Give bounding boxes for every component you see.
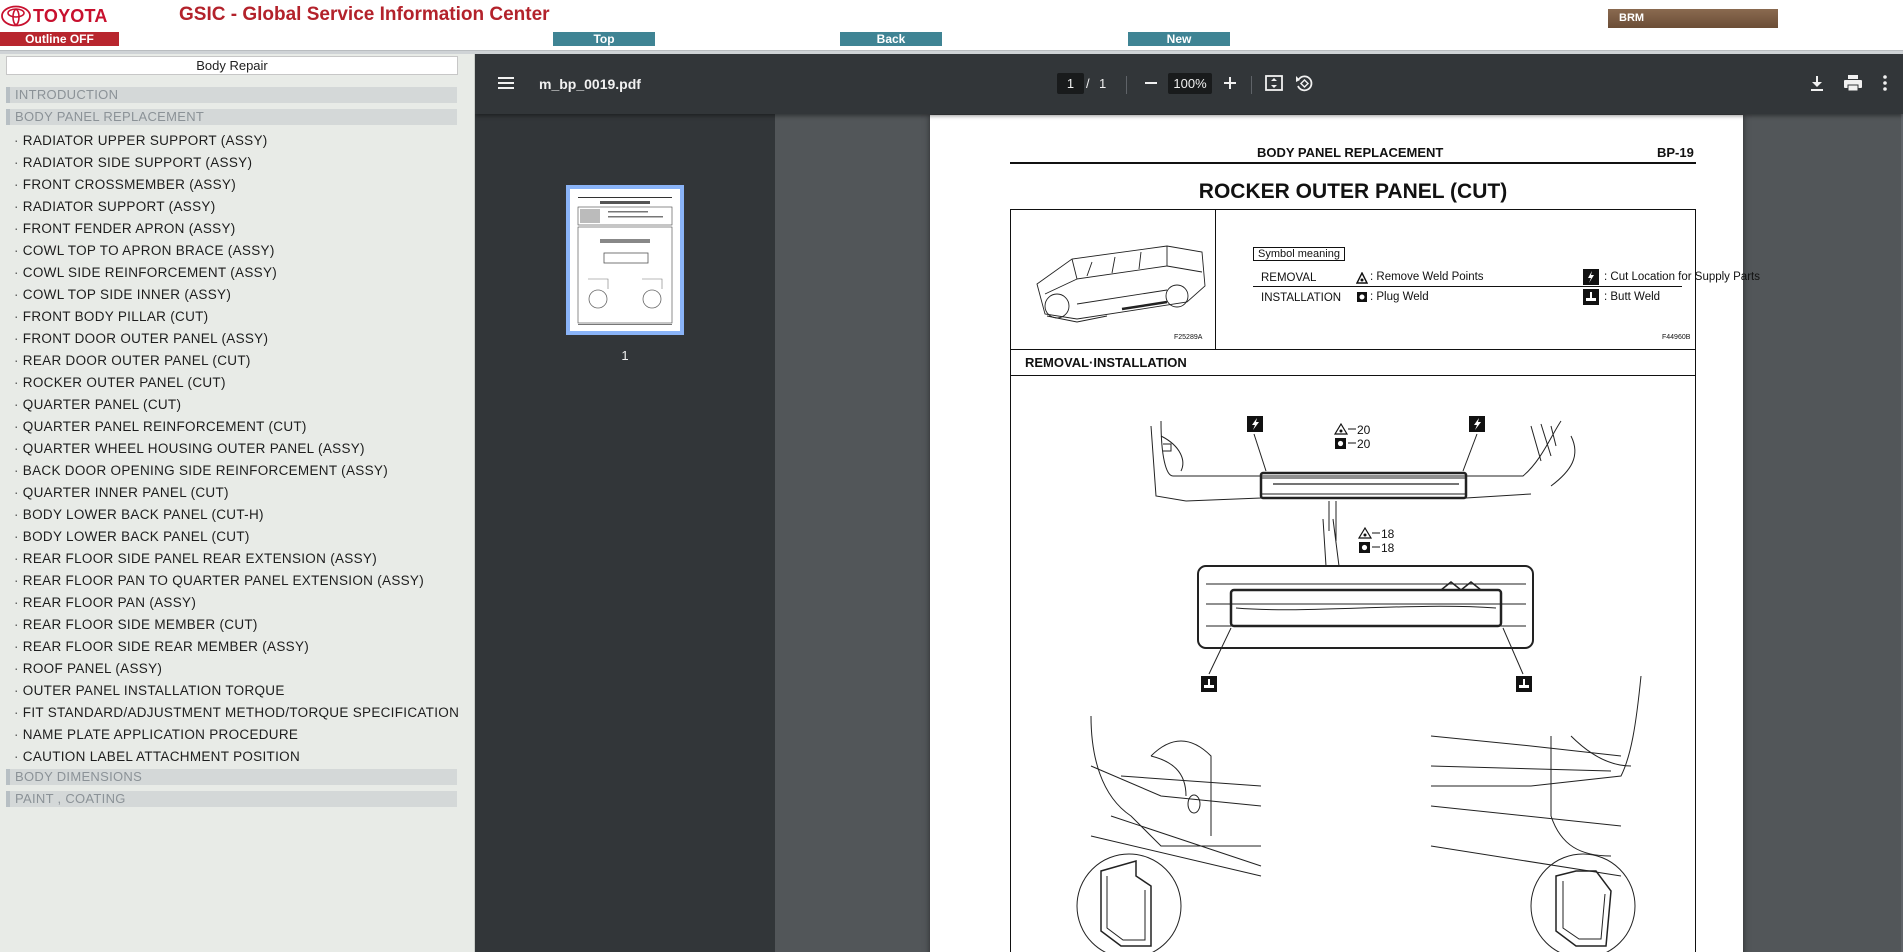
bullet-icon: · [14,375,19,390]
rocker-panel-diagram [1010,376,1696,952]
legend-removal: REMOVAL [1261,272,1317,284]
pdf-page-number: BP-19 [1657,145,1694,160]
outline-toggle-button[interactable]: Outline OFF [0,32,119,46]
bullet-icon: · [14,639,19,654]
bullet-icon: · [14,617,19,632]
outline-list [14,130,464,768]
butt-weld-symbol-icon [1583,289,1599,305]
outline-item-label: ROCKER OUTER PANEL (CUT) [22,375,226,390]
outline-title: Body Repair [6,56,458,75]
outline-item-label: REAR FLOOR PAN (ASSY) [22,595,197,610]
outline-item-label: NAME PLATE APPLICATION PROCEDURE [22,727,299,742]
pdf-section-header: BODY PANEL REPLACEMENT [1257,145,1444,160]
back-button[interactable]: Back [840,32,942,46]
bullet-icon: · [14,331,19,346]
outline-item-label: RADIATOR SIDE SUPPORT (ASSY) [22,155,253,170]
outline-item-label: FRONT CROSSMEMBER (ASSY) [22,177,237,192]
toyota-logo-icon [0,5,32,27]
outline-item[interactable] [14,526,464,548]
bullet-icon: · [14,309,19,324]
brand [0,4,108,28]
outline-item-label: ROOF PANEL (ASSY) [22,661,163,676]
outline-item[interactable] [14,174,464,196]
outline-item-label: REAR DOOR OUTER PANEL (CUT) [22,353,251,368]
print-icon[interactable] [1842,73,1864,93]
legend-divider [1215,210,1216,349]
section-introduction[interactable]: INTRODUCTION [6,87,457,103]
section-body-dimensions[interactable]: BODY DIMENSIONS [6,769,457,785]
outline-item-label: BODY LOWER BACK PANEL (CUT-H) [22,507,264,522]
bullet-icon: · [14,529,19,544]
remove-weld-count-mid: 18 [1381,527,1395,541]
section-body-panel-replacement[interactable]: BODY PANEL REPLACEMENT [6,109,457,125]
plug-weld-count-top: 20 [1357,437,1371,451]
app-title: GSIC - Global Service Information Center [179,4,550,25]
outline-item[interactable] [14,592,464,614]
outline-item[interactable] [14,196,464,218]
outline-item[interactable] [14,746,464,768]
outline-item-label: BODY LOWER BACK PANEL (CUT) [22,529,250,544]
rocker-panel-drawing [1011,376,1695,952]
outline-item[interactable] [14,306,464,328]
download-icon[interactable] [1807,73,1827,93]
outline-item[interactable] [14,130,464,152]
outline-item-label: RADIATOR SUPPORT (ASSY) [22,199,216,214]
bullet-icon: · [14,199,19,214]
thumbnail-preview-image [570,189,680,331]
outline-item-label: COWL SIDE REINFORCEMENT (ASSY) [22,265,278,280]
outline-item-label: COWL TOP SIDE INNER (ASSY) [22,287,232,302]
outline-item[interactable] [14,614,464,636]
remove-weld-symbol-icon [1356,272,1368,284]
outline-item-label: FIT STANDARD/ADJUSTMENT METHOD/TORQUE SPECIFICATION [22,705,460,720]
outline-item-label: COWL TOP TO APRON BRACE (ASSY) [22,243,275,258]
section-paint-coating[interactable]: PAINT , COATING [6,791,457,807]
legend-butt-weld: : Butt Weld [1604,291,1661,303]
toolbar-divider [1251,76,1252,94]
pdf-title: ROCKER OUTER PANEL (CUT) [1198,180,1508,203]
outline-item-label: REAR FLOOR SIDE MEMBER (CUT) [22,617,258,632]
outline-item[interactable] [14,438,464,460]
outline-item[interactable] [14,636,464,658]
outline-item[interactable] [14,372,464,394]
removal-installation-heading: REMOVAL·INSTALLATION [1025,355,1187,370]
outline-item[interactable] [14,548,464,570]
outline-item-label: BACK DOOR OPENING SIDE REINFORCEMENT (ASSY) [22,463,388,478]
page-thumbnail[interactable] [566,185,684,335]
bullet-icon: · [14,749,19,764]
bullet-icon: · [14,133,19,148]
brm-button[interactable]: BRM [1608,9,1778,28]
outline-item-label: RADIATOR UPPER SUPPORT (ASSY) [22,133,268,148]
outline-item[interactable] [14,262,464,284]
outline-item-label: REAR FLOOR SIDE REAR MEMBER (ASSY) [22,639,310,654]
vehicle-body-image [1017,224,1211,334]
outline-item-label: FRONT BODY PILLAR (CUT) [22,309,209,324]
more-options-icon[interactable] [1880,73,1890,93]
outline-item-label: FRONT DOOR OUTER PANEL (ASSY) [22,331,269,346]
pdf-page [930,115,1760,952]
bullet-icon: · [14,573,19,588]
outline-item-label: QUARTER PANEL REINFORCEMENT (CUT) [22,419,307,434]
pdf-header-rule [1010,162,1696,164]
top-button[interactable]: Top [553,32,655,46]
legend-cut-location: : Cut Location for Supply Parts [1604,271,1760,283]
menu-icon[interactable] [497,74,515,92]
outline-item-label: QUARTER INNER PANEL (CUT) [22,485,229,500]
legend-installation: INSTALLATION [1261,292,1342,304]
pdf-viewer [475,54,1903,952]
outline-item[interactable] [14,482,464,504]
outline-item[interactable] [14,702,464,724]
outline-item[interactable] [14,350,464,372]
bullet-icon: · [14,485,19,500]
bullet-icon: · [14,353,19,368]
bullet-icon: · [14,177,19,192]
bullet-icon: · [14,463,19,478]
page-number-input[interactable]: 1 [1057,73,1084,94]
symbol-meaning-label: Symbol meaning [1253,247,1345,261]
zoom-in-icon[interactable] [1221,74,1239,92]
viewer-toolbar [475,54,1903,114]
bullet-icon: · [14,155,19,170]
outline-item-label: QUARTER PANEL (CUT) [22,397,182,412]
bullet-icon: · [14,441,19,456]
zoom-out-icon[interactable] [1142,74,1160,92]
toolbar-divider [1126,76,1127,94]
new-button[interactable]: New [1128,32,1230,46]
bullet-icon: · [14,287,19,302]
figure-id: F25289A [1174,334,1203,341]
outline-item-label: QUARTER WHEEL HOUSING OUTER PANEL (ASSY) [22,441,365,456]
outline-item[interactable] [14,328,464,350]
brand-name: TOYOTA [33,5,108,26]
bullet-icon: · [14,419,19,434]
outline-item[interactable] [14,218,464,240]
outline-item-label: REAR FLOOR SIDE PANEL REAR EXTENSION (ASSY) [22,551,378,566]
bullet-icon: · [14,551,19,566]
outline-item[interactable] [14,240,464,262]
page-total: 1 [1099,76,1107,91]
outline-item[interactable] [14,658,464,680]
bullet-icon: · [14,507,19,522]
removal-installation-bar [1010,350,1696,376]
legend-rule [1253,286,1682,287]
thumbnail-sidebar [475,114,775,952]
rotate-icon[interactable] [1294,73,1314,93]
bullet-icon: · [14,683,19,698]
outline-item-label: CAUTION LABEL ATTACHMENT POSITION [22,749,300,764]
bullet-icon: · [14,221,19,236]
outline-item[interactable] [14,724,464,746]
legend-plug-weld: : Plug Weld [1370,291,1429,303]
file-name: m_bp_0019.pdf [539,76,641,92]
bullet-icon: · [14,397,19,412]
plug-weld-symbol-icon [1356,291,1368,303]
outline-item-label: REAR FLOOR PAN TO QUARTER PANEL EXTENSION (ASSY) [22,573,425,588]
symbol-legend-box [1010,209,1760,350]
fit-page-icon[interactable] [1264,73,1284,93]
outline-item[interactable] [14,680,464,702]
outline-item[interactable] [14,394,464,416]
app-header [0,0,1903,54]
cut-location-symbol-icon [1583,269,1599,285]
bullet-icon: · [14,727,19,742]
outline-panel [0,54,475,952]
outline-item[interactable] [14,284,464,306]
bullet-icon: · [14,705,19,720]
outline-item-label: OUTER PANEL INSTALLATION TORQUE [22,683,285,698]
outline-item[interactable] [14,570,464,592]
bullet-icon: · [14,595,19,610]
thumbnail-label: 1 [621,348,629,363]
remove-weld-count-top: 20 [1357,423,1371,437]
plug-weld-count-mid: 18 [1381,541,1395,555]
outline-item[interactable] [14,504,464,526]
bullet-icon: · [14,661,19,676]
bullet-icon: · [14,243,19,258]
zoom-level-input[interactable]: 100% [1168,73,1212,94]
legend-remove-weld-points: : Remove Weld Points [1370,271,1484,283]
outline-item-label: FRONT FENDER APRON (ASSY) [22,221,236,236]
bullet-icon: · [14,265,19,280]
page-separator: / [1086,76,1090,91]
outline-item[interactable] [14,416,464,438]
outline-item[interactable] [14,460,464,482]
figure-id: F44960B [1662,334,1691,341]
outline-item[interactable] [14,152,464,174]
